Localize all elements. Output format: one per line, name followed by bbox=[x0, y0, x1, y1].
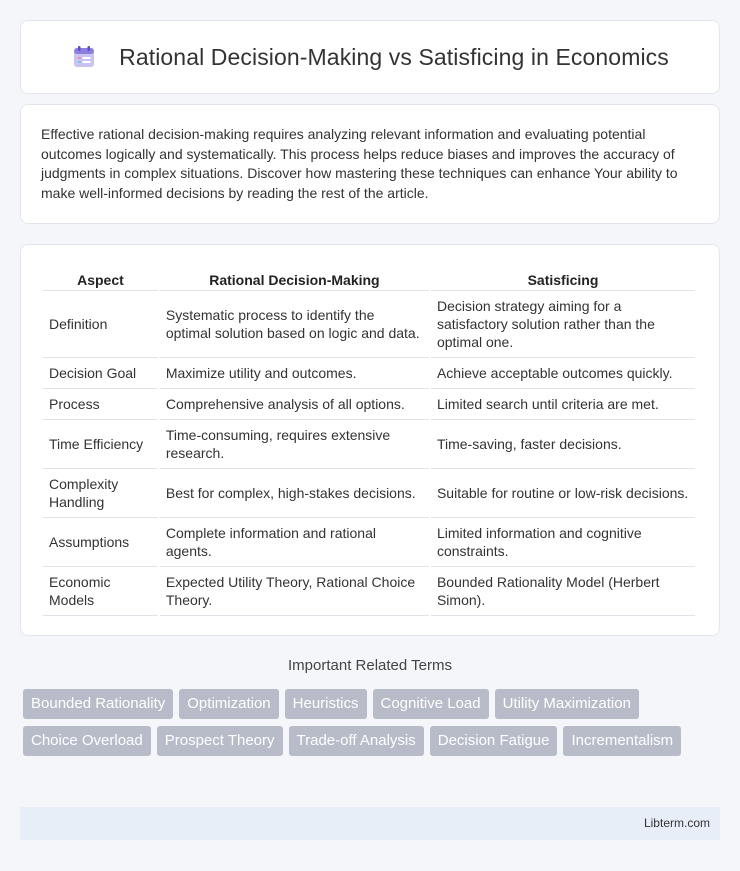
header-satisficing: Satisficing bbox=[431, 265, 695, 291]
cell-satisficing: Limited information and cognitive constraints. bbox=[431, 518, 695, 567]
comparison-table bbox=[41, 265, 697, 616]
page-title: Rational Decision-Making vs Satisficing in Economics bbox=[119, 43, 669, 70]
intro-card bbox=[20, 104, 720, 224]
tag-prospect-theory[interactable]: Prospect Theory bbox=[157, 726, 283, 756]
footer bbox=[20, 807, 720, 840]
tag-utility-maximization[interactable]: Utility Maximization bbox=[495, 689, 639, 719]
header-card bbox=[20, 20, 720, 94]
cell-rational: Expected Utility Theory, Rational Choice Theory. bbox=[160, 567, 429, 616]
cell-satisficing: Decision strategy aiming for a satisfactory solution rather than the optimal one. bbox=[431, 291, 695, 358]
table-header-row bbox=[43, 265, 695, 291]
cell-satisficing: Suitable for routine or low-risk decisions. bbox=[431, 469, 695, 518]
table-row bbox=[43, 469, 695, 518]
tag-cognitive-load[interactable]: Cognitive Load bbox=[373, 689, 489, 719]
tag-bounded-rationality[interactable]: Bounded Rationality bbox=[23, 689, 173, 719]
cell-rational: Best for complex, high-stakes decisions. bbox=[160, 469, 429, 518]
header-aspect: Aspect bbox=[43, 265, 158, 291]
comparison-table-card bbox=[20, 244, 720, 636]
footer-site-link[interactable]: Libterm.com bbox=[643, 816, 710, 830]
cell-aspect: Complexity Handling bbox=[43, 469, 158, 518]
cell-rational: Comprehensive analysis of all options. bbox=[160, 389, 429, 420]
calendar-list-icon bbox=[71, 44, 97, 70]
cell-aspect: Economic Models bbox=[43, 567, 158, 616]
table-row bbox=[43, 291, 695, 358]
cell-satisficing: Achieve acceptable outcomes quickly. bbox=[431, 358, 695, 389]
table-row bbox=[43, 420, 695, 469]
related-terms-title: Important Related Terms bbox=[288, 657, 452, 674]
tag-incrementalism[interactable]: Incrementalism bbox=[563, 726, 681, 756]
cell-satisficing: Limited search until criteria are met. bbox=[431, 389, 695, 420]
intro-text: Effective rational decision-making requires analyzing relevant information and evaluating potential outcomes logically and systematically. This process helps reduce biases and improves the accuracy of judgments in complex situations. Discover how mastering these techniques can enhance Your ability to make well-informed decisions by reading the rest of the article. bbox=[41, 126, 678, 201]
cell-satisficing: Bounded Rationality Model (Herbert Simon). bbox=[431, 567, 695, 616]
table-row bbox=[43, 389, 695, 420]
cell-rational: Time-consuming, requires extensive research. bbox=[160, 420, 429, 469]
tag-trade-off-analysis[interactable]: Trade-off Analysis bbox=[289, 726, 424, 756]
tag-heuristics[interactable]: Heuristics bbox=[285, 689, 367, 719]
cell-rational: Maximize utility and outcomes. bbox=[160, 358, 429, 389]
table-row bbox=[43, 358, 695, 389]
header-rational: Rational Decision-Making bbox=[160, 265, 429, 291]
cell-aspect: Time Efficiency bbox=[43, 420, 158, 469]
cell-aspect: Process bbox=[43, 389, 158, 420]
cell-aspect: Decision Goal bbox=[43, 358, 158, 389]
cell-aspect: Assumptions bbox=[43, 518, 158, 567]
tag-choice-overload[interactable]: Choice Overload bbox=[23, 726, 151, 756]
tag-decision-fatigue[interactable]: Decision Fatigue bbox=[430, 726, 558, 756]
table-row bbox=[43, 567, 695, 616]
table-row bbox=[43, 518, 695, 567]
tag-optimization[interactable]: Optimization bbox=[179, 689, 278, 719]
cell-aspect: Definition bbox=[43, 291, 158, 358]
cell-satisficing: Time-saving, faster decisions. bbox=[431, 420, 695, 469]
cell-rational: Systematic process to identify the optimal solution based on logic and data. bbox=[160, 291, 429, 358]
related-terms-tags bbox=[23, 689, 713, 756]
cell-rational: Complete information and rational agents. bbox=[160, 518, 429, 567]
